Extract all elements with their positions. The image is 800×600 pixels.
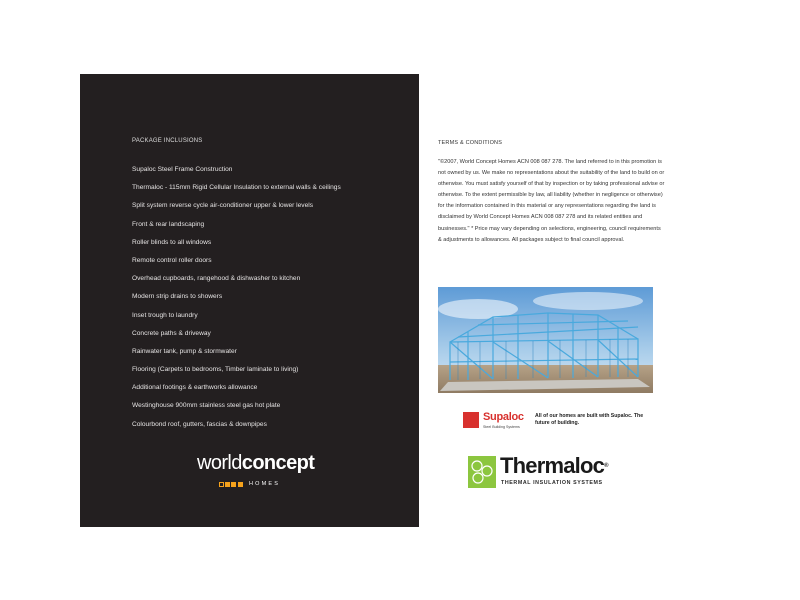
inclusions-list: [132, 166, 341, 439]
thermaloc-subtitle: THERMAL INSULATION SYSTEMS: [501, 480, 603, 486]
supaloc-slogan: All of our homes are built with Supaloc. The future of building.: [535, 413, 644, 426]
inclusion-item: Concrete paths & driveway: [132, 329, 211, 337]
inclusion-item: Rainwater tank, pump & stormwater: [132, 347, 237, 355]
registered-mark: ®: [604, 463, 608, 469]
logo-squares-icon: [219, 482, 244, 488]
supaloc-mark-icon: [463, 412, 479, 428]
inclusion-item: Westinghouse 900mm stainless steel gas hot plate: [132, 402, 281, 410]
logo-homes-label: HOMES: [249, 481, 281, 487]
thermaloc-logo: [468, 453, 648, 492]
world-concept-homes-logo: [197, 452, 315, 496]
inclusion-item: Supaloc Steel Frame Construction: [132, 166, 233, 173]
supaloc-tagline: Steel Building Systems: [483, 425, 520, 429]
inclusion-item: Front & rear landscaping: [132, 220, 205, 228]
steel-frame-house-image: [438, 287, 653, 393]
thermaloc-cells-icon: [468, 456, 496, 488]
inclusion-item: Inset trough to laundry: [132, 311, 198, 319]
logo-word-world: world: [197, 452, 242, 474]
thermaloc-name: [500, 454, 608, 478]
inclusion-item: Flooring (Carpets to bedrooms, Timber laminate to living): [132, 366, 299, 374]
inclusion-item: Overhead cupboards, rangehood & dishwasher to kitchen: [132, 275, 301, 283]
inclusion-item: Split system reverse cycle air-conditioner upper & lower levels: [132, 202, 314, 210]
package-inclusions-page: [80, 74, 419, 527]
inclusion-item: Modern strip drains to showers: [132, 293, 223, 301]
supaloc-logo: [463, 410, 648, 434]
supaloc-name: Supaloc: [483, 411, 524, 423]
inclusion-item: Additional footings & earthworks allowance: [132, 384, 258, 392]
steel-frame-photo: [438, 287, 653, 393]
package-inclusions-heading: PACKAGE INCLUSIONS: [132, 138, 203, 144]
thermaloc-name-text: Thermaloc: [500, 453, 605, 478]
inclusion-item: Thermaloc - 115mm Rigid Cellular Insulation to external walls & ceilings: [132, 184, 341, 192]
terms-page: [438, 0, 668, 600]
inclusion-item: Roller blinds to all windows: [132, 238, 212, 246]
logo-wordmark: [197, 452, 314, 474]
inclusion-item: Remote control roller doors: [132, 256, 212, 264]
terms-text: "©2007, World Concept Homes ACN 008 087 278. The land referred to in this promotion is not owned by us. We make no representations about the suitability of the land to build on or otherwise. You must satisfy yourself of that by inspection or by taking professional advise or otherwise. To the extent permissible by law, all liability (whether in negligence or otherwise) for the information contained in this material or any representations regarding the land is disclaimed by World Concept Homes ACN 008 087 278 and its related entities and businesses." * Price may vary depending on selections, engineering, council requirements & adjustments to allowances. All packages subject to final council approval.: [438, 159, 665, 243]
terms-heading: TERMS & CONDITIONS: [438, 140, 503, 146]
inclusion-item: Colourbond roof, gutters, fascias & downpipes: [132, 420, 267, 428]
logo-word-concept: concept: [241, 452, 315, 474]
